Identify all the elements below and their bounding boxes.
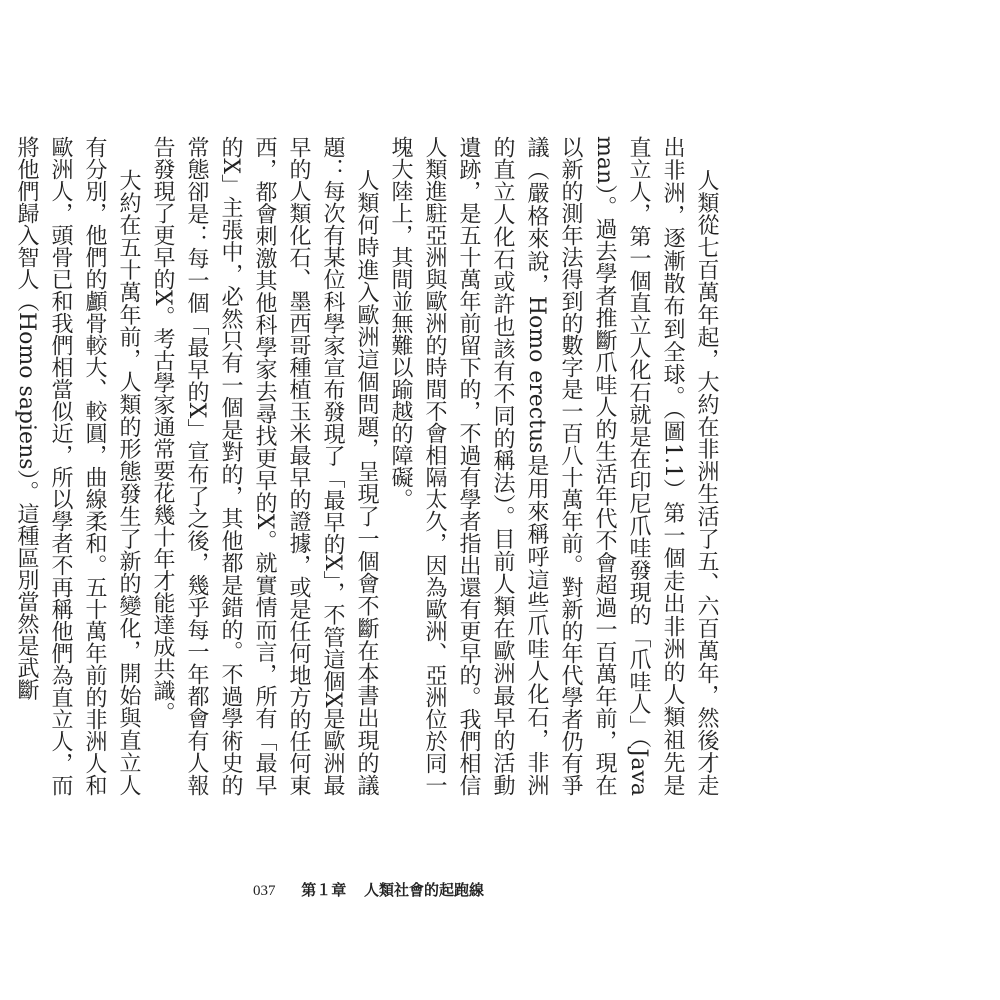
page-footer <box>253 879 484 900</box>
paragraph-2: 人類何時進入歐洲這個問題，呈現了一個會不斷在本書出現的議題：每次有某位科學家宣布發現了「最早的X」，不管這個X是歐洲最早的人類化石、墨西哥種植玉米最早的證據，或是任何地方的任何東西，都會刺激其他科學家去尋找更早的X。就實情而言，所有「最早的X」主張中，必然只有一個是對的，其他都是錯的。不過學術史的常態卻是：每一個「最早的X」宣布了之後，幾乎每一年都會有人報告發現了更早的X。考古學家通常要花幾十年才能達成共識。 <box>150 136 379 796</box>
page-number: 037 <box>253 883 276 899</box>
paragraph-3: 大約在五十萬年前，人類的形態發生了新的變化，開始與直立人有分別，他們的顱骨較大、較圓，曲線柔和。五十萬年前的非洲人和歐洲人，頭骨已和我們相當似近，所以學者不再稱他們為直立人，而將他們歸入智人（Homo sapiens）。這種區別當然是武斷 <box>14 136 141 796</box>
chapter-title: 人類社會的起跑線 <box>364 883 485 899</box>
paragraph-1: 人類從七百萬年起，大約在非洲生活了五、六百萬年，然後才走出非洲，逐漸散布到全球。（圖1.1）第一個走出非洲的人類祖先是直立人，第一個直立人化石就是在印尼爪哇發現的「爪哇人」（Java man）。過去學者推斷爪哇人的生活年代不會超過一百萬年前，現在以新的測年法得到的數字是一百八十萬年前。對新的年代學者仍有爭議（嚴格來說，Homo erectus是用來稱呼這些爪哇人化石，非洲的直立人化石或許也該有不同的稱法）。目前人類在歐洲最早的活動遺跡，是五十萬年前留下的，不過有學者指出還有更早的。我們相信人類進駐亞洲與歐洲的時間不會相隔太久，因為歐洲、亞洲位於同一塊大陸上，其間並無難以踰越的障礙。 <box>388 136 719 796</box>
body-text <box>14 136 723 796</box>
chapter-label: 第１章 <box>301 883 347 899</box>
